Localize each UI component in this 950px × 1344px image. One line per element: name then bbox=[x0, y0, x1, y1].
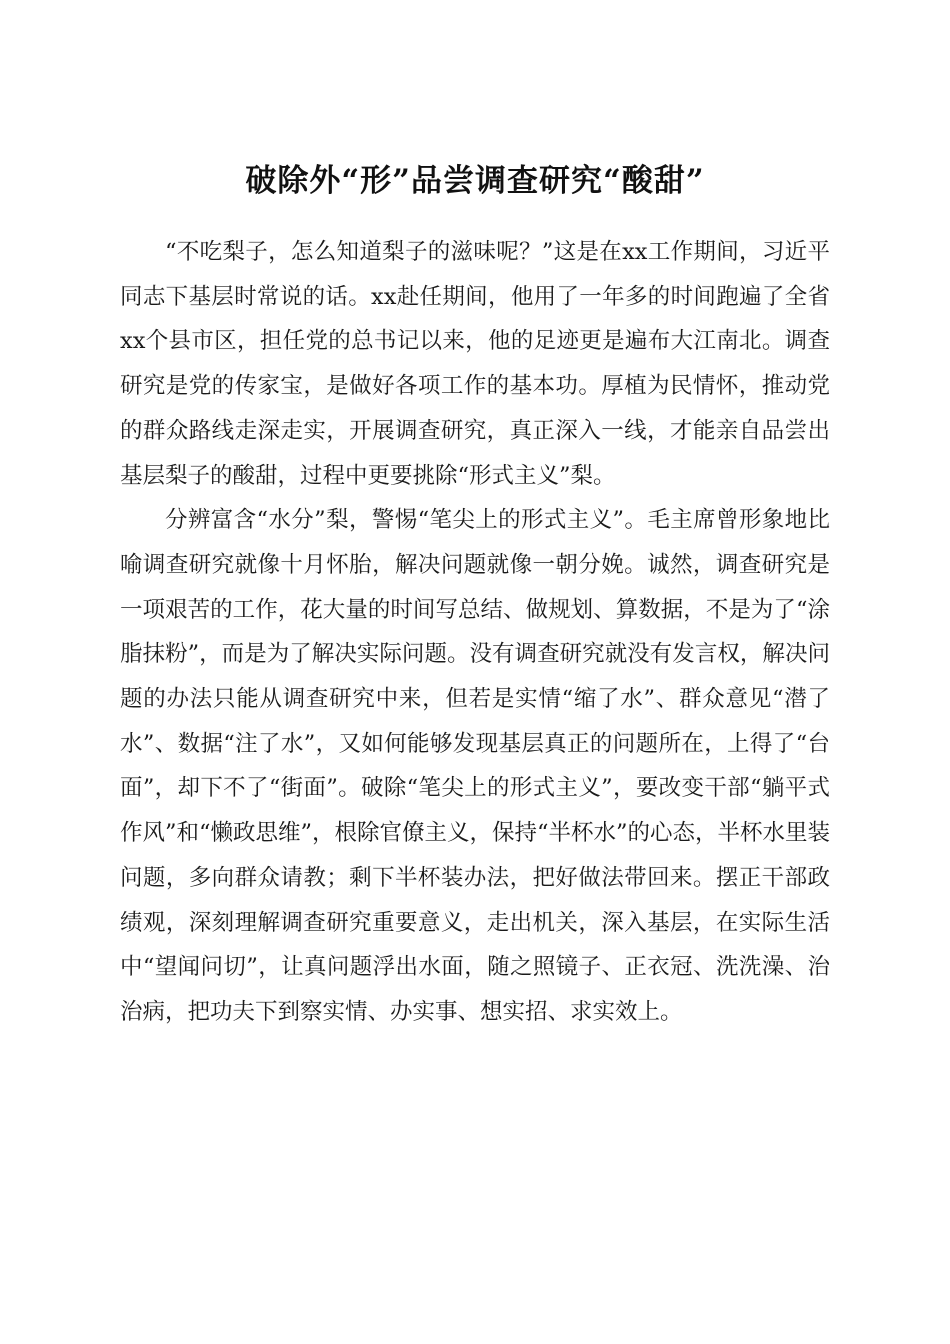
paragraph-formalism: 分辨富含“水分”梨，警惕“笔尖上的形式主义”。毛主席曾形象地比喻调查研究就像十月怀胎，解决问题就像一朝分娩。诚然，调查研究是一项艰苦的工作，花大量的时间写总结、做规划、算数据，不是为了“涂脂抹粉”，而是为了解决实际问题。没有调查研究就没有发言权，解决问题的办法只能从调查研究中来，但若是实情“缩了水”、群众意见“潜了水”、数据“注了水”，又如何能够发现基层真正的问题所在，上得了“台面”，却下不了“街面”。破除“笔尖上的形式主义”，要改变干部“躺平式作风”和“懒政思维”，根除官僚主义，保持“半杯水”的心态，半杯水里装问题，多向群众请教；剩下半杯装办法，把好做法带回来。摆正干部政绩观，深刻理解调查研究重要意义，走出机关，深入基层，在实际生活中“望闻问切”，让真问题浮出水面，随之照镜子、正衣冠、洗洗澡、治治病，把功夫下到察实情、办实事、想实招、求实效上。 bbox=[120, 507, 831, 1025]
document-title: 破除外“形”品尝调查研究“酸甜” bbox=[245, 162, 705, 199]
paragraph-intro: “不吃梨子，怎么知道梨子的滋味呢？”这是在xx工作期间，习近平同志下基层时常说的话。xx赴任期间，他用了一年多的时间跑遍了全省xx个县市区，担任党的总书记以来，他的足迹更是遍布大江南北。调查研究是党的传家宝，是做好各项工作的基本功。厚植为民情怀，推动党的群众路线走深走实，开展调查研究，真正深入一线，才能亲自品尝出基层梨子的酸甜，过程中更要挑除“形式主义”梨。 bbox=[120, 239, 830, 489]
document-body bbox=[120, 230, 830, 1035]
